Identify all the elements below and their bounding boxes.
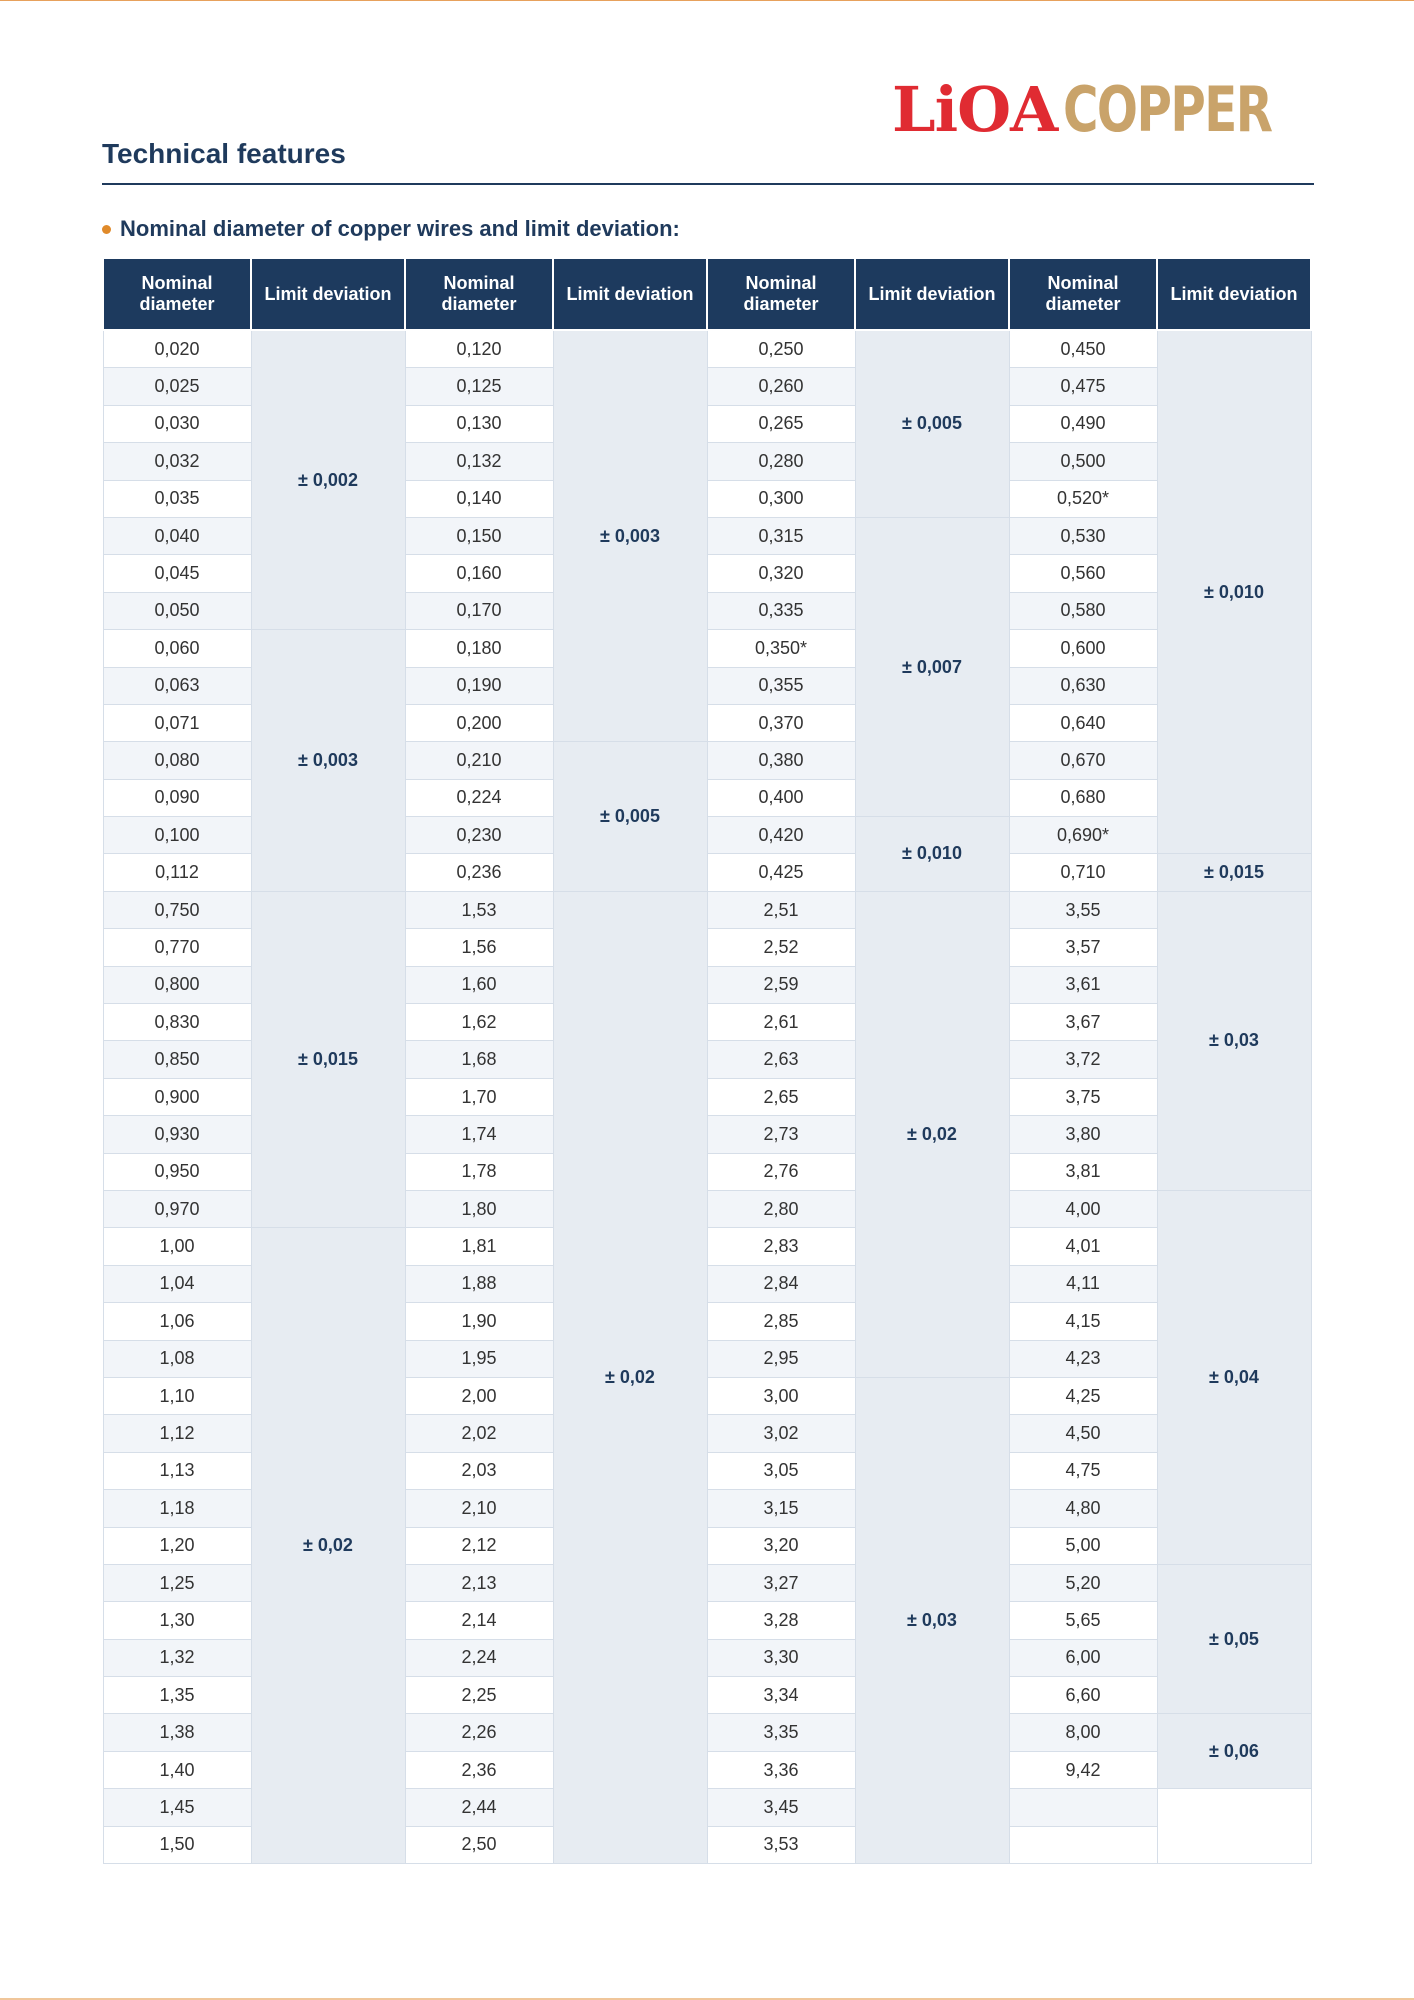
nominal-diameter-cell: 0,640 [1009, 704, 1157, 741]
top-accent-line [0, 0, 1414, 1]
nominal-diameter-cell: 0,060 [103, 630, 251, 667]
nominal-diameter-cell: 0,045 [103, 555, 251, 592]
table-row [103, 891, 1311, 928]
limit-deviation-cell: ± 0,02 [855, 891, 1009, 1377]
nominal-diameter-cell: 0,130 [405, 405, 553, 442]
nominal-diameter-cell: 2,12 [405, 1527, 553, 1564]
nominal-diameter-cell: 2,76 [707, 1153, 855, 1190]
limit-deviation-cell: ± 0,05 [1157, 1564, 1311, 1714]
bullet-icon [102, 225, 111, 234]
limit-deviation-cell: ± 0,007 [855, 517, 1009, 816]
nominal-diameter-cell: 2,26 [405, 1714, 553, 1751]
nominal-diameter-cell: 0,930 [103, 1116, 251, 1153]
nominal-diameter-cell: 3,57 [1009, 929, 1157, 966]
nominal-diameter-cell: 0,112 [103, 854, 251, 891]
nominal-diameter-cell: 0,335 [707, 592, 855, 629]
nominal-diameter-cell: 2,61 [707, 1004, 855, 1041]
subtitle-text: Nominal diameter of copper wires and limit deviation: [120, 216, 680, 241]
nominal-diameter-cell: 2,52 [707, 929, 855, 966]
nominal-diameter-cell: 0,670 [1009, 742, 1157, 779]
nominal-diameter-cell: 2,25 [405, 1677, 553, 1714]
nominal-diameter-cell: 0,100 [103, 817, 251, 854]
nominal-diameter-cell: 2,84 [707, 1265, 855, 1302]
nominal-diameter-cell: 1,00 [103, 1228, 251, 1265]
table-row [103, 630, 1311, 667]
nominal-diameter-cell: 0,970 [103, 1190, 251, 1227]
nominal-diameter-cell: 4,11 [1009, 1265, 1157, 1302]
nominal-diameter-cell: 0,210 [405, 742, 553, 779]
nominal-diameter-cell: 1,88 [405, 1265, 553, 1302]
limit-deviation-cell: ± 0,02 [251, 1228, 405, 1864]
nominal-diameter-cell: 0,170 [405, 592, 553, 629]
nominal-diameter-cell: 1,62 [405, 1004, 553, 1041]
nominal-diameter-cell: 0,236 [405, 854, 553, 891]
nominal-diameter-cell: 1,06 [103, 1303, 251, 1340]
nominal-diameter-cell: 3,53 [707, 1826, 855, 1863]
nominal-diameter-cell: 0,900 [103, 1078, 251, 1115]
column-header: Nominal diameter [1009, 258, 1157, 330]
nominal-diameter-cell: 0,125 [405, 368, 553, 405]
nominal-diameter-cell: 0,260 [707, 368, 855, 405]
limit-deviation-cell: ± 0,02 [553, 891, 707, 1863]
logo-lioa: LiOA [892, 73, 1058, 146]
nominal-diameter-cell: 1,18 [103, 1490, 251, 1527]
nominal-diameter-cell: 1,56 [405, 929, 553, 966]
nominal-diameter-cell: 1,38 [103, 1714, 251, 1751]
nominal-diameter-cell: 1,81 [405, 1228, 553, 1265]
nominal-diameter-cell: 5,00 [1009, 1527, 1157, 1564]
nominal-diameter-cell: 1,30 [103, 1602, 251, 1639]
nominal-diameter-cell: 2,80 [707, 1190, 855, 1227]
column-header: Limit deviation [553, 258, 707, 330]
nominal-diameter-cell: 0,830 [103, 1004, 251, 1041]
nominal-diameter-cell: 0,080 [103, 742, 251, 779]
nominal-diameter-cell: 2,02 [405, 1415, 553, 1452]
nominal-diameter-cell: 1,13 [103, 1452, 251, 1489]
nominal-diameter-cell: 2,59 [707, 966, 855, 1003]
nominal-diameter-cell: 0,140 [405, 480, 553, 517]
nominal-diameter-cell: 0,120 [405, 330, 553, 368]
column-header: Limit deviation [251, 258, 405, 330]
nominal-diameter-cell: 6,00 [1009, 1639, 1157, 1676]
nominal-diameter-cell: 4,23 [1009, 1340, 1157, 1377]
nominal-diameter-cell: 0,071 [103, 704, 251, 741]
nominal-diameter-cell: 0,355 [707, 667, 855, 704]
nominal-diameter-cell: 2,36 [405, 1751, 553, 1788]
logo-copper: COPPER [1063, 73, 1272, 146]
column-header: Limit deviation [1157, 258, 1311, 330]
nominal-diameter-cell: 3,80 [1009, 1116, 1157, 1153]
nominal-diameter-cell: 0,500 [1009, 443, 1157, 480]
table-header-row [103, 258, 1311, 330]
nominal-diameter-cell: 3,75 [1009, 1078, 1157, 1115]
nominal-diameter-cell: 1,08 [103, 1340, 251, 1377]
nominal-diameter-cell: 3,20 [707, 1527, 855, 1564]
column-header: Nominal diameter [405, 258, 553, 330]
nominal-diameter-cell: 3,55 [1009, 891, 1157, 928]
nominal-diameter-cell: 4,00 [1009, 1190, 1157, 1227]
nominal-diameter-cell: 0,035 [103, 480, 251, 517]
nominal-diameter-cell: 0,050 [103, 592, 251, 629]
limit-deviation-cell: ± 0,03 [855, 1377, 1009, 1863]
nominal-diameter-cell: 0,400 [707, 779, 855, 816]
nominal-diameter-cell: 1,90 [405, 1303, 553, 1340]
nominal-diameter-cell: 9,42 [1009, 1751, 1157, 1788]
nominal-diameter-cell: 0,560 [1009, 555, 1157, 592]
column-header: Limit deviation [855, 258, 1009, 330]
limit-deviation-cell: ± 0,010 [1157, 330, 1311, 854]
section-subtitle [102, 216, 680, 242]
nominal-diameter-cell: 0,520* [1009, 480, 1157, 517]
nominal-diameter-cell: 2,83 [707, 1228, 855, 1265]
table-row [103, 1228, 1311, 1265]
limit-deviation-cell: ± 0,003 [251, 630, 405, 892]
nominal-diameter-cell: 0,770 [103, 929, 251, 966]
limit-deviation-cell: ± 0,002 [251, 330, 405, 630]
limit-deviation-cell: ± 0,010 [855, 817, 1009, 892]
nominal-diameter-cell: 1,35 [103, 1677, 251, 1714]
nominal-diameter-cell: 0,090 [103, 779, 251, 816]
nominal-diameter-cell: 5,20 [1009, 1564, 1157, 1601]
nominal-diameter-cell: 0,160 [405, 555, 553, 592]
nominal-diameter-cell: 3,30 [707, 1639, 855, 1676]
nominal-diameter-cell: 2,63 [707, 1041, 855, 1078]
nominal-diameter-cell: 0,530 [1009, 517, 1157, 554]
nominal-diameter-cell: 0,630 [1009, 667, 1157, 704]
nominal-diameter-cell: 1,32 [103, 1639, 251, 1676]
nominal-diameter-cell: 0,224 [405, 779, 553, 816]
nominal-diameter-cell: 2,73 [707, 1116, 855, 1153]
nominal-diameter-cell: 0,850 [103, 1041, 251, 1078]
nominal-diameter-cell: 1,45 [103, 1789, 251, 1826]
nominal-diameter-cell: 2,00 [405, 1377, 553, 1414]
nominal-diameter-cell: 2,10 [405, 1490, 553, 1527]
nominal-diameter-cell: 1,78 [405, 1153, 553, 1190]
nominal-diameter-cell: 1,68 [405, 1041, 553, 1078]
nominal-diameter-cell: 0,180 [405, 630, 553, 667]
nominal-diameter-cell [1009, 1789, 1157, 1826]
nominal-diameter-cell: 0,032 [103, 443, 251, 480]
nominal-diameter-cell: 1,60 [405, 966, 553, 1003]
nominal-diameter-cell: 0,475 [1009, 368, 1157, 405]
nominal-diameter-cell: 0,020 [103, 330, 251, 368]
table-row [103, 330, 1311, 368]
column-header: Nominal diameter [103, 258, 251, 330]
nominal-diameter-cell: 3,81 [1009, 1153, 1157, 1190]
nominal-diameter-cell: 3,27 [707, 1564, 855, 1601]
nominal-diameter-cell: 3,34 [707, 1677, 855, 1714]
nominal-diameter-cell: 2,13 [405, 1564, 553, 1601]
limit-deviation-cell: ± 0,003 [553, 330, 707, 742]
nominal-diameter-cell: 0,950 [103, 1153, 251, 1190]
nominal-diameter-cell: 0,030 [103, 405, 251, 442]
nominal-diameter-cell: 2,24 [405, 1639, 553, 1676]
limit-deviation-cell: ± 0,005 [553, 742, 707, 892]
nominal-diameter-cell: 2,50 [405, 1826, 553, 1863]
limit-deviation-cell: ± 0,015 [251, 891, 405, 1228]
nominal-diameter-cell: 1,25 [103, 1564, 251, 1601]
limit-deviation-cell: ± 0,005 [855, 330, 1009, 517]
nominal-diameter-cell: 0,450 [1009, 330, 1157, 368]
nominal-diameter-cell: 1,10 [103, 1377, 251, 1414]
nominal-diameter-cell: 0,710 [1009, 854, 1157, 891]
limit-deviation-cell: ± 0,03 [1157, 891, 1311, 1190]
nominal-diameter-cell: 1,95 [405, 1340, 553, 1377]
nominal-diameter-cell: 1,74 [405, 1116, 553, 1153]
column-header: Nominal diameter [707, 258, 855, 330]
nominal-diameter-cell: 1,04 [103, 1265, 251, 1302]
limit-deviation-cell: ± 0,04 [1157, 1190, 1311, 1564]
nominal-diameter-cell: 0,680 [1009, 779, 1157, 816]
nominal-diameter-cell: 0,040 [103, 517, 251, 554]
limit-deviation-cell: ± 0,015 [1157, 854, 1311, 891]
nominal-diameter-cell: 8,00 [1009, 1714, 1157, 1751]
limit-deviation-cell: ± 0,06 [1157, 1714, 1311, 1789]
nominal-diameter-cell: 3,72 [1009, 1041, 1157, 1078]
nominal-diameter-cell: 4,01 [1009, 1228, 1157, 1265]
nominal-diameter-cell: 2,51 [707, 891, 855, 928]
nominal-diameter-cell: 1,50 [103, 1826, 251, 1863]
nominal-diameter-cell: 0,280 [707, 443, 855, 480]
nominal-diameter-cell: 0,150 [405, 517, 553, 554]
nominal-diameter-cell: 3,15 [707, 1490, 855, 1527]
nominal-diameter-cell: 0,320 [707, 555, 855, 592]
nominal-diameter-cell: 1,20 [103, 1527, 251, 1564]
nominal-diameter-cell: 1,80 [405, 1190, 553, 1227]
nominal-diameter-cell: 2,95 [707, 1340, 855, 1377]
nominal-diameter-cell: 0,250 [707, 330, 855, 368]
nominal-diameter-cell: 0,420 [707, 817, 855, 854]
nominal-diameter-cell: 3,02 [707, 1415, 855, 1452]
nominal-diameter-cell: 4,50 [1009, 1415, 1157, 1452]
nominal-diameter-cell: 0,265 [707, 405, 855, 442]
nominal-diameter-cell: 0,190 [405, 667, 553, 704]
nominal-diameter-cell: 0,490 [1009, 405, 1157, 442]
nominal-diameter-cell: 4,25 [1009, 1377, 1157, 1414]
nominal-diameter-cell: 3,67 [1009, 1004, 1157, 1041]
nominal-diameter-cell: 3,28 [707, 1602, 855, 1639]
nominal-diameter-cell: 0,315 [707, 517, 855, 554]
nominal-diameter-cell: 0,063 [103, 667, 251, 704]
empty-cell [1157, 1789, 1311, 1864]
nominal-diameter-cell: 2,03 [405, 1452, 553, 1489]
nominal-diameter-cell: 4,15 [1009, 1303, 1157, 1340]
nominal-diameter-cell: 3,35 [707, 1714, 855, 1751]
nominal-diameter-cell: 0,350* [707, 630, 855, 667]
nominal-diameter-cell: 5,65 [1009, 1602, 1157, 1639]
nominal-diameter-cell: 0,690* [1009, 817, 1157, 854]
nominal-diameter-cell [1009, 1826, 1157, 1863]
nominal-diameter-cell: 0,300 [707, 480, 855, 517]
nominal-diameter-cell: 2,14 [405, 1602, 553, 1639]
diameter-deviation-table [102, 257, 1312, 1864]
nominal-diameter-cell: 1,53 [405, 891, 553, 928]
nominal-diameter-cell: 0,750 [103, 891, 251, 928]
page-title: Technical features [102, 138, 346, 169]
nominal-diameter-cell: 1,12 [103, 1415, 251, 1452]
nominal-diameter-cell: 1,70 [405, 1078, 553, 1115]
nominal-diameter-cell: 4,80 [1009, 1490, 1157, 1527]
nominal-diameter-cell: 3,45 [707, 1789, 855, 1826]
nominal-diameter-cell: 0,200 [405, 704, 553, 741]
nominal-diameter-cell: 0,600 [1009, 630, 1157, 667]
nominal-diameter-cell: 4,75 [1009, 1452, 1157, 1489]
nominal-diameter-cell: 6,60 [1009, 1677, 1157, 1714]
nominal-diameter-cell: 0,580 [1009, 592, 1157, 629]
nominal-diameter-cell: 2,44 [405, 1789, 553, 1826]
nominal-diameter-cell: 0,132 [405, 443, 553, 480]
nominal-diameter-cell: 0,025 [103, 368, 251, 405]
nominal-diameter-cell: 1,40 [103, 1751, 251, 1788]
nominal-diameter-cell: 0,800 [103, 966, 251, 1003]
nominal-diameter-cell: 0,370 [707, 704, 855, 741]
title-divider [102, 183, 1314, 185]
nominal-diameter-cell: 0,230 [405, 817, 553, 854]
nominal-diameter-cell: 3,00 [707, 1377, 855, 1414]
brand-logo [892, 74, 1330, 146]
nominal-diameter-cell: 3,05 [707, 1452, 855, 1489]
nominal-diameter-cell: 0,425 [707, 854, 855, 891]
nominal-diameter-cell: 2,65 [707, 1078, 855, 1115]
nominal-diameter-cell: 3,36 [707, 1751, 855, 1788]
nominal-diameter-cell: 3,61 [1009, 966, 1157, 1003]
nominal-diameter-cell: 0,380 [707, 742, 855, 779]
nominal-diameter-cell: 2,85 [707, 1303, 855, 1340]
